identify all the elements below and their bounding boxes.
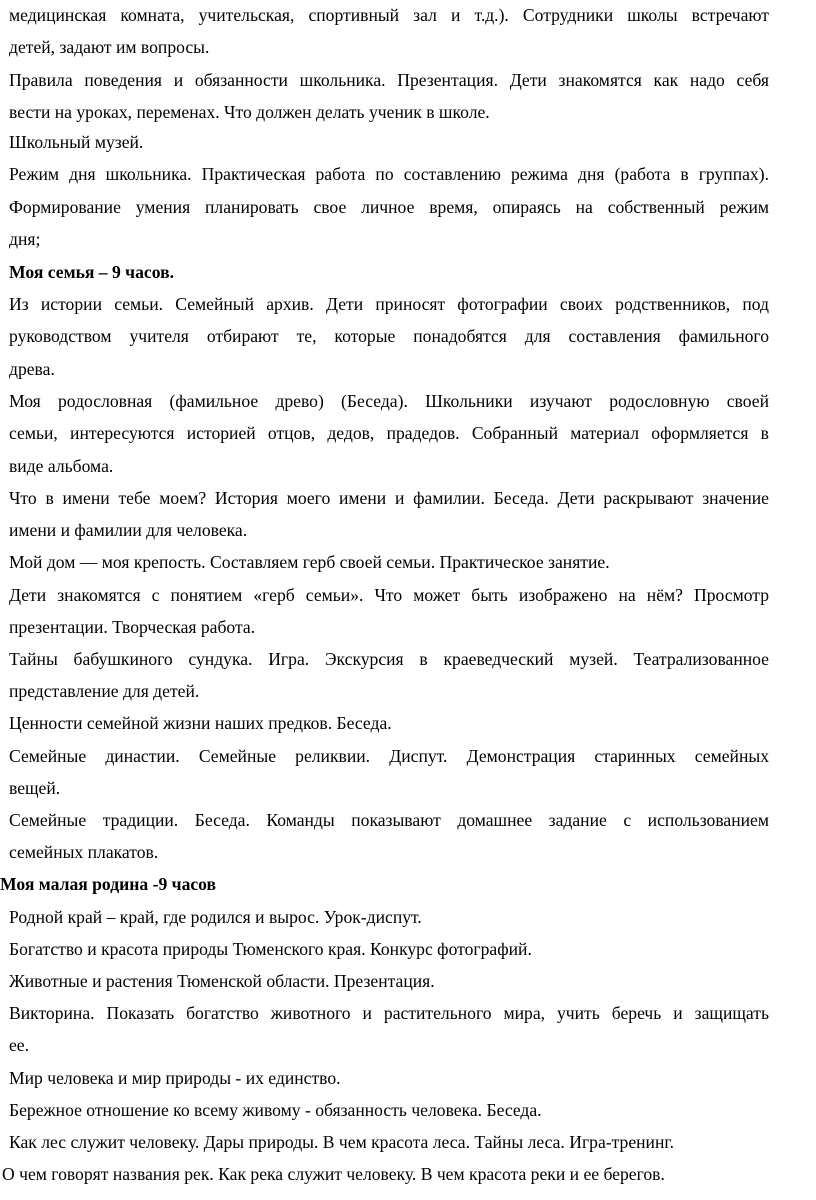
text-line: Семейные традиции. Беседа. Команды показывают домашнее задание с использованием — [9, 810, 769, 830]
section-heading: Моя малая родина -9 часов — [0, 874, 217, 894]
text-line: О чем говорят названия рек. Как река служит человеку. В чем красота реки и ее берегов. — [2, 1164, 665, 1184]
text-line: Родной край – край, где родился и вырос. Урок-диспут. — [9, 907, 422, 927]
text-line: имени и фамилии для человека. — [9, 520, 248, 540]
text-line: Моя родословная (фамильное древо) (Беседа). Школьники изучают родословную своей — [9, 391, 769, 411]
text-line: Что в имени тебе моем? История моего имени и фамилии. Беседа. Дети раскрывают значение — [9, 488, 769, 508]
text-line: ее. — [9, 1035, 30, 1055]
text-line: древа. — [9, 359, 55, 379]
text-line: презентации. Творческая работа. — [9, 617, 256, 637]
text-line: Дети знакомятся с понятием «герб семьи». Что может быть изображено на нём? Просмотр — [9, 585, 769, 605]
text-line: Как лес служит человеку. Дары природы. В чем красота леса. Тайны леса. Игра-тренинг. — [9, 1132, 675, 1152]
text-line: Правила поведения и обязанности школьника. Презентация. Дети знакомятся как надо себя — [9, 70, 769, 90]
text-line: семейных плакатов. — [9, 842, 159, 862]
text-line: Семейные династии. Семейные реликвии. Диспут. Демонстрация старинных семейных — [9, 746, 769, 766]
text-line: детей, задают им вопросы. — [9, 37, 210, 57]
text-line: Режим дня школьника. Практическая работа по составлению режима дня (работа в группах). — [9, 164, 769, 184]
text-line: виде альбома. — [9, 456, 114, 476]
text-line: руководством учителя отбирают те, которые понадобятся для составления фамильного — [9, 326, 769, 346]
text-line: Формирование умения планировать свое личное время, опираясь на собственный режим — [9, 197, 769, 217]
text-line: Викторина. Показать богатство животного и растительного мира, учить беречь и защищать — [9, 1003, 769, 1023]
text-line: представление для детей. — [9, 681, 200, 701]
text-line: Школьный музей. — [9, 132, 144, 152]
text-line: семьи, интересуются историей отцов, дедов, прадедов. Собранный материал оформляется в — [9, 423, 769, 443]
text-line: дня; — [9, 229, 41, 249]
text-line: Ценности семейной жизни наших предков. Беседа. — [9, 713, 392, 733]
text-line: Животные и растения Тюменской области. Презентация. — [9, 971, 435, 991]
text-line: медицинская комната, учительская, спортивный зал и т.д.). Сотрудники школы встречают — [9, 5, 769, 25]
text-line: Мой дом — моя крепость. Составляем герб своей семьи. Практическое занятие. — [9, 552, 610, 572]
text-line: вещей. — [9, 778, 61, 798]
section-heading: Моя семья – 9 часов. — [9, 262, 174, 282]
text-line: Мир человека и мир природы - их единство. — [9, 1068, 341, 1088]
text-line: Богатство и красота природы Тюменского края. Конкурс фотографий. — [9, 939, 532, 959]
text-line: вести на уроках, переменах. Что должен делать ученик в школе. — [9, 102, 490, 122]
text-line: Из истории семьи. Семейный архив. Дети приносят фотографии своих родственников, под — [9, 294, 769, 314]
text-line: Бережное отношение ко всему живому - обязанность человека. Беседа. — [9, 1100, 542, 1120]
text-line: Тайны бабушкиного сундука. Игра. Экскурсия в краеведческий музей. Театрализованное — [9, 649, 769, 669]
